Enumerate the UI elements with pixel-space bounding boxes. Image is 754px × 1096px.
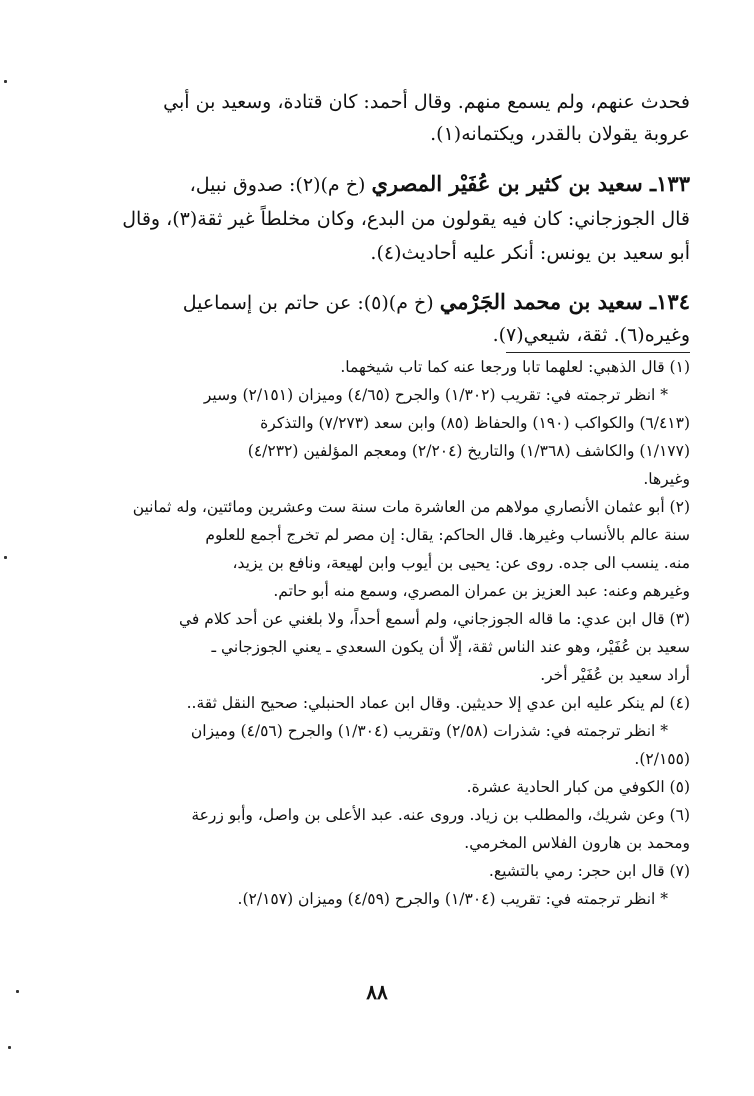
scan-speck bbox=[16, 990, 19, 993]
entry-134-line-1 bbox=[98, 286, 690, 319]
footnote-6: ومحمد بن هارون الفلاس المخرمي. bbox=[464, 834, 690, 852]
paragraph-continuation bbox=[98, 86, 690, 150]
footnote-4-ref: (٢/١٥٥). bbox=[634, 750, 690, 768]
footnote-7-ref: * انظر ترجمته في: تقريب (١/٣٠٤) والجرح (٤/٥٩) وميزان (٢/١٥٧). bbox=[237, 890, 668, 908]
footnote-2: وغيرهم وعنه: عبد العزيز بن عمران المصري، وسمع منه أبو حاتم. bbox=[273, 582, 690, 600]
footnote-1-ref: * انظر ترجمته في: تقريب (١/٣٠٢) والجرح (٤/٦٥) وميزان (٢/١٥١) وسير bbox=[203, 386, 668, 404]
scan-speck bbox=[4, 80, 7, 83]
footnote-1-ref: وغيرها. bbox=[643, 470, 690, 488]
footnote-6: (٦) وعن شريك، والمطلب بن زياد. وروى عنه. عبد الأعلى بن واصل، وأبو زرعة bbox=[191, 806, 690, 824]
footnote-4-ref: * انظر ترجمته في: شذرات (٢/٥٨) وتقريب (١/٣٠٤) والجرح (٤/٥٦) وميزان bbox=[190, 722, 668, 740]
entry-134-heading: ١٣٤ـ سعيد بن محمد الجَرْمي bbox=[439, 289, 690, 314]
footnote-3: سعيد بن عُفَيْر، وهو عند الناس ثقة، إلّا أن يكون السعدي ـ يعني الجوزجاني ـ bbox=[211, 638, 690, 656]
footnote-7: (٧) قال ابن حجر: رمي بالتشيع. bbox=[488, 862, 690, 880]
footnote-1-ref: (١/١٧٧) والكاشف (١/٣٦٨) والتاريخ (٢/٢٠٤) ومعجم المؤلفين (٤/٢٣٢) bbox=[247, 442, 690, 460]
footnote-3: (٣) قال ابن عدي: ما قاله الجوزجاني، ولم أسمع أحداً، ولا بلغني عن أحد كلام في bbox=[179, 610, 690, 628]
footnote-1: (١) قال الذهبي: لعلهما تابا ورجعا عنه كما تاب شيخهما. bbox=[340, 358, 690, 376]
entry-133-heading: ١٣٣ـ سعيد بن كثير بن عُفَيْر المصري bbox=[371, 171, 690, 196]
text-line: فحدث عنهم، ولم يسمع منهم. وقال أحمد: كان قتادة، وسعيد بن أبي bbox=[163, 91, 690, 113]
entry-134-heading-rest: (خ م)(٥): عن حاتم بن إسماعيل bbox=[182, 292, 440, 314]
entry-133-heading-rest: (خ م)(٢): صدوق نبيل، bbox=[189, 174, 372, 196]
footnotes bbox=[96, 353, 690, 913]
entry-133 bbox=[98, 167, 690, 270]
footnote-2: منه. ينسب الى جده. روى عن: يحيى بن أيوب وابن لهيعة، ونافع بن يزيد، bbox=[232, 554, 690, 572]
footnote-2: سنة عالم بالأنساب وغيرها. قال الحاكم: يقال: إن مصر لم تخرج أجمع للعلوم bbox=[205, 526, 690, 544]
footnote-1-ref: (٦/٤١٣) والكواكب (١٩٠) والحفاظ (٨٥) وابن سعد (٧/٢٧٣) والتذكرة bbox=[260, 414, 690, 432]
scan-speck bbox=[4, 556, 7, 559]
entry-134 bbox=[98, 286, 690, 351]
footnote-5: (٥) الكوفي من كبار الحادية عشرة. bbox=[466, 778, 690, 796]
text-line: عروبة يقولان بالقدر، ويكتمانه(١). bbox=[430, 123, 690, 145]
text-line: أبو سعيد بن يونس: أنكر عليه أحاديث(٤). bbox=[370, 242, 690, 264]
footnote-3: أراد سعيد بن عُفَيْر أخر. bbox=[540, 666, 690, 684]
text-line: قال الجوزجاني: كان فيه يقولون من البدع، وكان مخلطاً غير ثقة(٣)، وقال bbox=[122, 208, 690, 230]
entry-133-line-1 bbox=[98, 167, 690, 202]
page-number: ٨٨ bbox=[366, 980, 388, 1004]
footnote-4: (٤) لم ينكر عليه ابن عدي إلا حديثين. وقال ابن عماد الحنبلي: صحيح النقل ثقة.. bbox=[186, 694, 690, 712]
scan-speck bbox=[8, 1046, 11, 1049]
text-line: وغيره(٦). ثقة، شيعي(٧). bbox=[492, 324, 690, 346]
footnote-2: (٢) أبو عثمان الأنصاري مولاهم من العاشرة مات سنة ست وعشرين ومائتين، وله ثمانين bbox=[132, 498, 690, 516]
